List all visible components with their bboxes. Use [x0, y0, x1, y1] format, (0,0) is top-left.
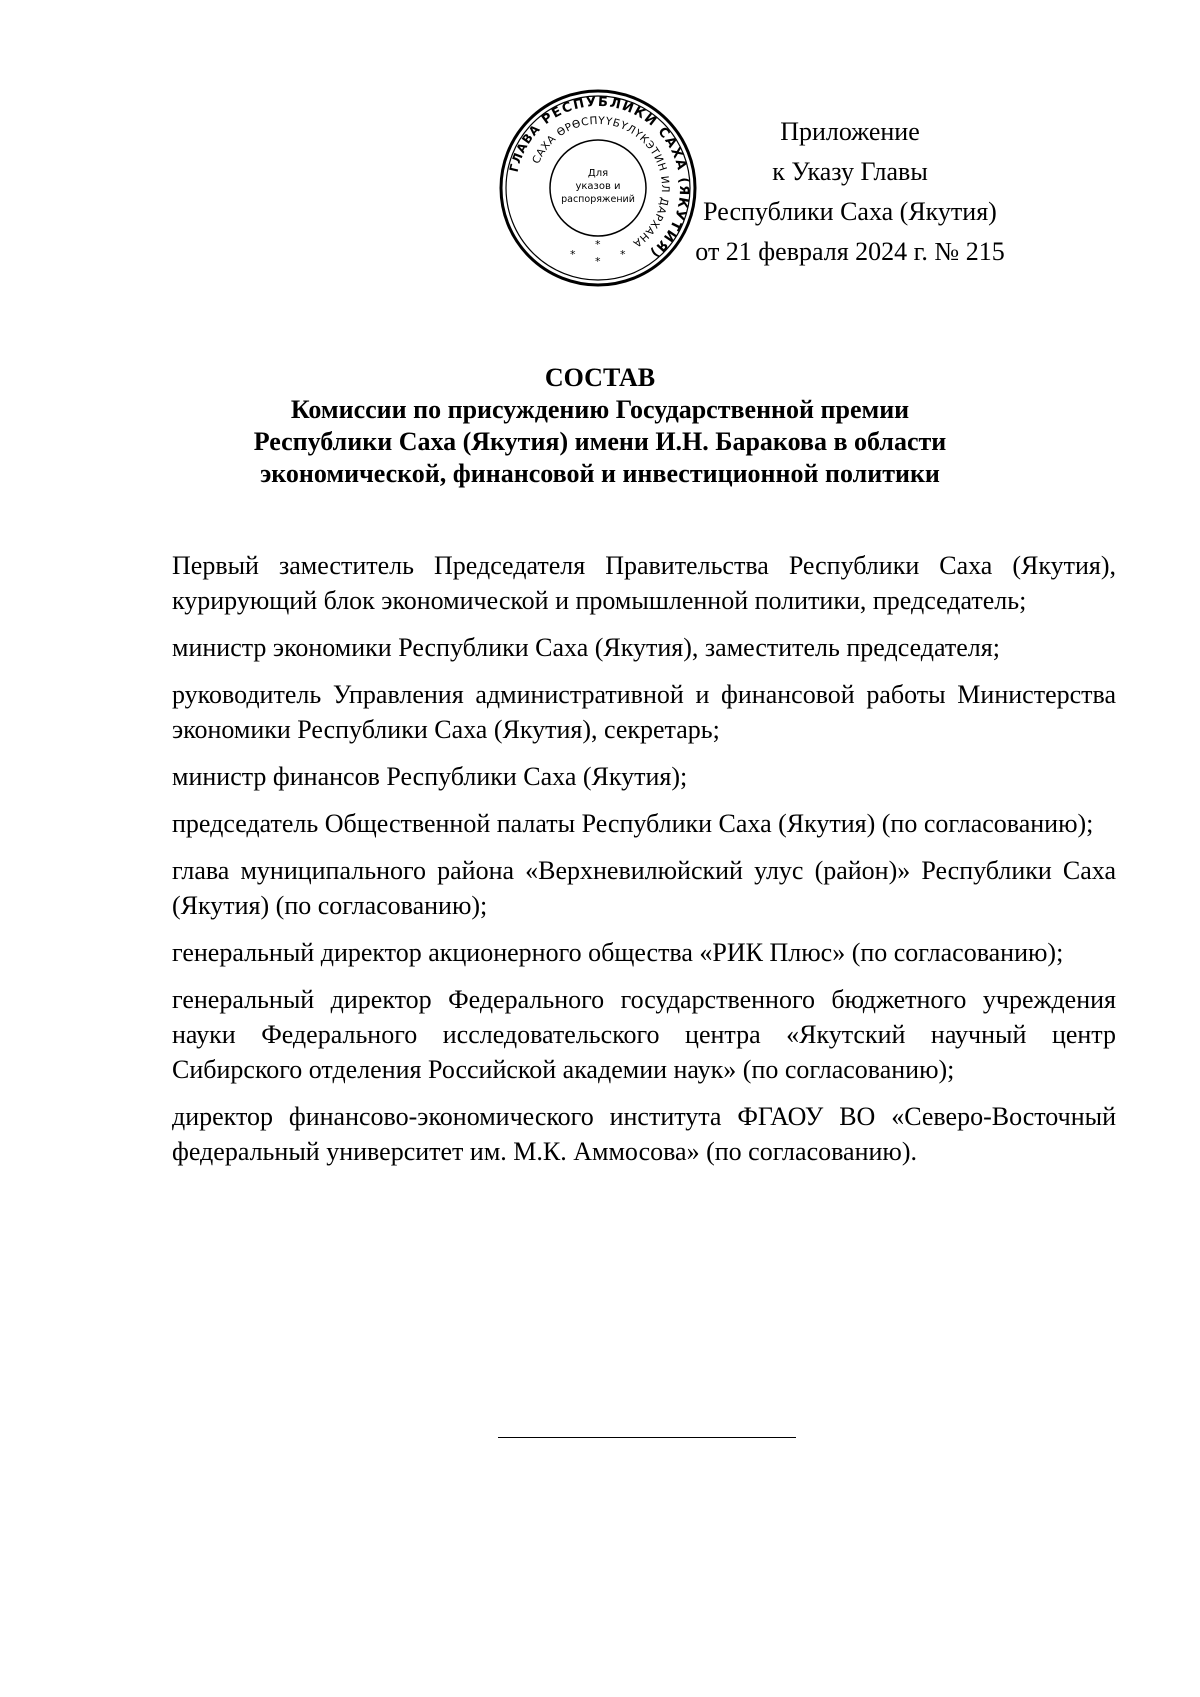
appendix-line-4: от 21 февраля 2024 г. № 215 — [695, 237, 1005, 266]
member-item: глава муниципального района «Верхневилюйский улус (район)» Республики Саха (Якутия) (по согласованию); — [172, 856, 1116, 920]
title-line-2: Республики Саха (Якутия) имени И.Н. Баракова в области — [253, 427, 947, 456]
member-item: министр экономики Республики Саха (Якутия), заместитель председателя; — [172, 633, 1000, 662]
official-seal — [498, 88, 698, 288]
title-line-1: Комиссии по присуждению Государственной премии — [290, 395, 910, 424]
title-heading: СОСТАВ — [544, 363, 656, 392]
svg-text:*: * — [620, 248, 626, 261]
member-item: руководитель Управления административной и финансовой работы Министерства экономики Республики Саха (Якутия), секретарь; — [172, 680, 1116, 744]
svg-text:*: * — [570, 248, 576, 261]
appendix-line-3: Республики Саха (Якутия) — [703, 197, 997, 226]
svg-text:*: * — [595, 238, 601, 251]
svg-text:Для: Для — [587, 168, 609, 179]
svg-text:РЕСПУБЛИКИ САХА (ЯКУТИЯ): РЕСПУБЛИКИ САХА (ЯКУТИЯ) — [539, 94, 692, 261]
appendix-line-2: к Указу Главы — [772, 157, 928, 186]
member-item: генеральный директор акционерного общества «РИК Плюс» (по согласованию); — [172, 938, 1064, 967]
svg-text:ГЛАВА: ГЛАВА — [506, 121, 544, 174]
title-line-3: экономической, финансовой и инвестиционной политики — [260, 459, 940, 488]
document-title — [150, 362, 1050, 490]
members-list — [172, 548, 1116, 1181]
appendix-header — [680, 112, 1020, 272]
closing-divider — [498, 1437, 796, 1438]
svg-text:распоряжений: распоряжений — [561, 194, 635, 205]
member-item: министр финансов Республики Саха (Якутия); — [172, 762, 688, 791]
member-item: председатель Общественной палаты Республики Саха (Якутия) (по согласованию); — [172, 809, 1094, 838]
appendix-line-1: Приложение — [780, 117, 920, 146]
member-item: Первый заместитель Председателя Правительства Республики Саха (Якутия), курирующий блок экономической и промышленной политики, председатель; — [172, 551, 1116, 615]
svg-text:САХА ӨРӨСПҮҮБҮЛҮКЭТИН ИЛ ДАРХА: САХА ӨРӨСПҮҮБҮЛҮКЭТИН ИЛ ДАРХАНА — [530, 114, 672, 250]
member-item: директор финансово-экономического института ФГАОУ ВО «Северо-Восточный федеральный университет им. М.К. Аммосова» (по согласованию). — [172, 1102, 1116, 1166]
svg-text:указов и: указов и — [575, 181, 621, 192]
svg-text:*: * — [595, 255, 601, 268]
member-item: генеральный директор Федерального государственного бюджетного учреждения науки Федерального исследовательского центра «Якутский научный центр Сибирского отделения Российской академии наук» (по согласованию); — [172, 985, 1116, 1084]
